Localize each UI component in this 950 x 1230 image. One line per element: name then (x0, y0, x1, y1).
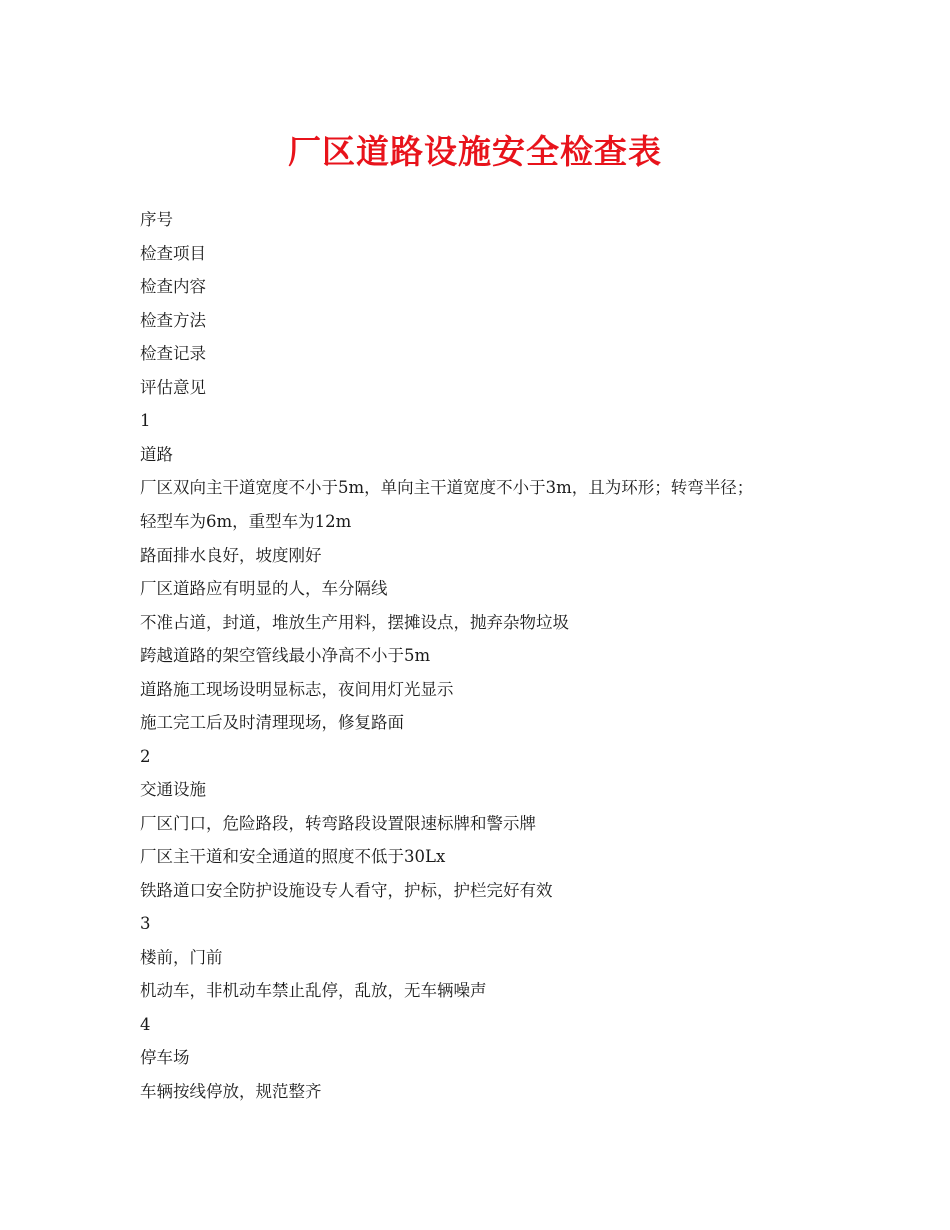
header-assessment-opinion: 评估意见 (140, 377, 206, 397)
document-body (140, 203, 840, 1108)
content-line: 厂区双向主干道宽度不小于5m，单向主干道宽度不小于3m，且为环形；转弯半径； (140, 478, 754, 497)
content-line: 厂区主干道和安全通道的照度不低于30Lx (140, 847, 446, 866)
content-line: 施工完工后及时清理现场，修复路面 (140, 713, 404, 732)
row-number-2: 2 (140, 746, 151, 766)
content-line: 路面排水良好，坡度刚好 (140, 545, 322, 565)
header-check-method: 检查方法 (140, 310, 206, 330)
row-number-3: 3 (140, 914, 151, 933)
header-check-record: 检查记录 (140, 344, 206, 363)
content-line: 道路施工现场设明显标志，夜间用灯光显示 (140, 679, 454, 699)
document-title: 厂区道路设施安全检查表 (288, 132, 662, 171)
header-serial-number: 序号 (140, 210, 173, 229)
content-line: 不准占道，封道，堆放生产用料，摆摊设点，抛弃杂物垃圾 (140, 612, 569, 632)
header-check-item: 检查项目 (140, 243, 206, 263)
row-item-parking-lot: 停车场 (140, 1048, 190, 1067)
content-line: 机动车，非机动车禁止乱停，乱放，无车辆噪声 (140, 981, 487, 1000)
row-item-building-front: 楼前，门前 (140, 947, 223, 967)
content-line: 跨越道路的架空管线最小净高不小于5m (140, 646, 431, 665)
row-item-traffic-facilities: 交通设施 (140, 780, 206, 799)
row-item-road: 道路 (140, 444, 173, 464)
row-number-1: 1 (140, 411, 151, 430)
content-line: 铁路道口安全防护设施设专人看守，护标，护栏完好有效 (140, 880, 553, 900)
header-check-content: 检查内容 (140, 277, 206, 296)
content-line: 厂区门口，危险路段，转弯路段设置限速标牌和警示牌 (140, 813, 536, 833)
row-number-4: 4 (140, 1014, 151, 1034)
content-line: 轻型车为6m，重型车为12m (140, 512, 352, 531)
content-line: 车辆按线停放，规范整齐 (140, 1081, 322, 1101)
content-line: 厂区道路应有明显的人，车分隔线 (140, 579, 388, 598)
